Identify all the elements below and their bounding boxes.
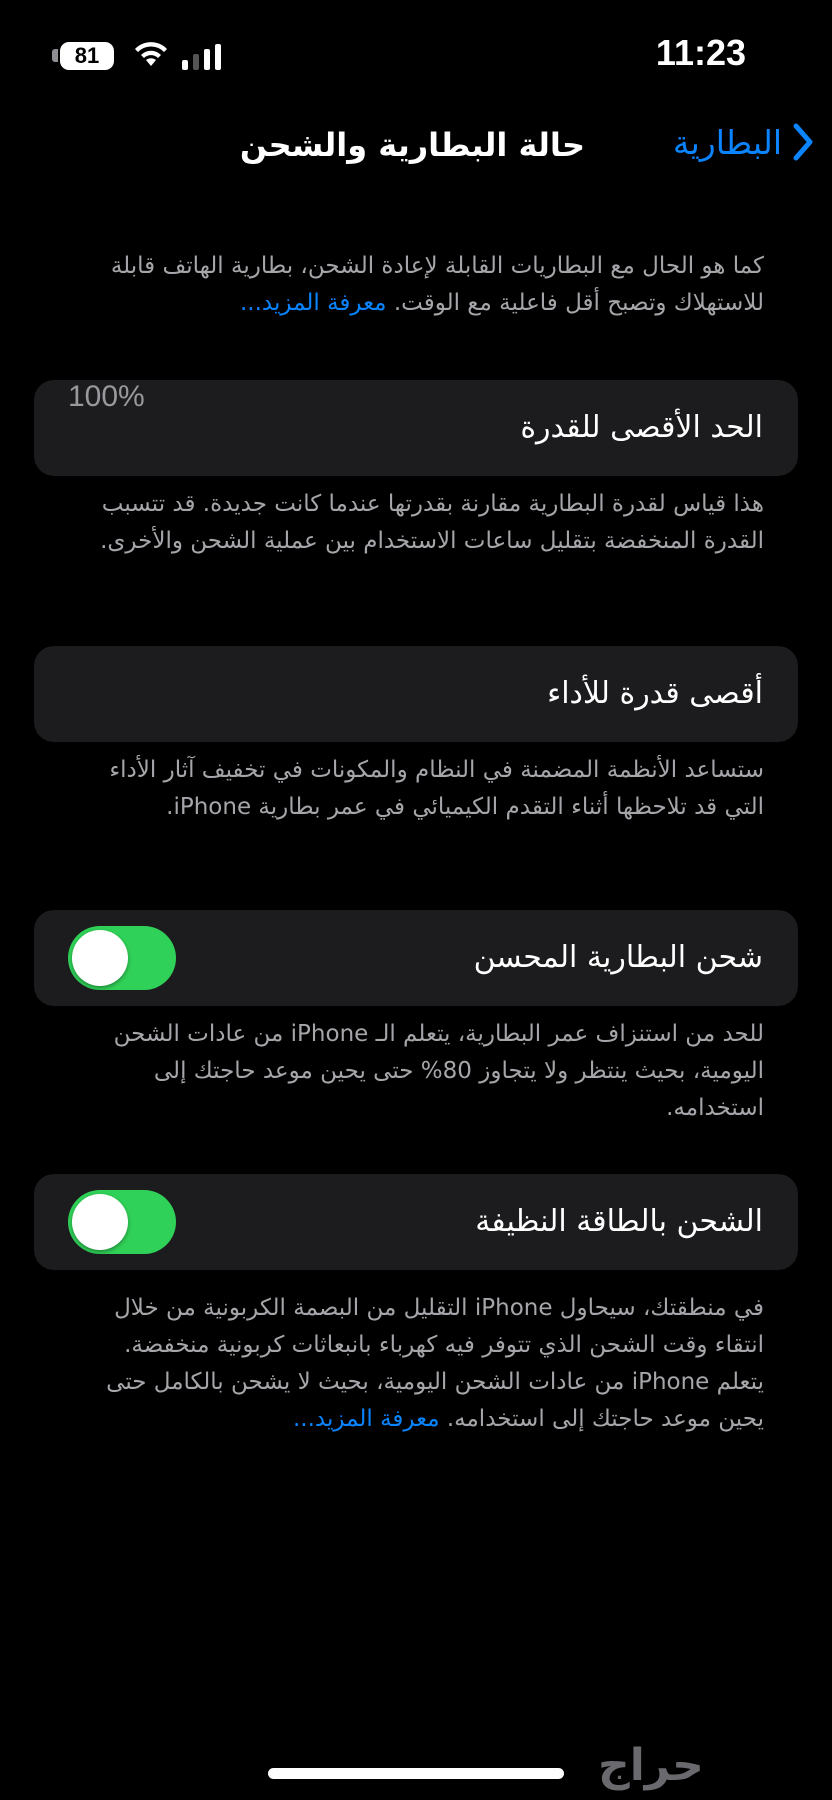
intro-description	[84, 248, 764, 322]
max-capacity-row	[34, 380, 798, 476]
navigation-bar	[0, 110, 832, 190]
status-bar	[0, 0, 832, 110]
toggle-knob	[72, 930, 128, 986]
clean-energy-description	[84, 1290, 764, 1438]
battery-cap	[52, 49, 58, 62]
clean-energy-text: في منطقتك، سيحاول iPhone التقليل من البصمة الكربونية من خلال انتقاء وقت الشحن الذي تتوفر فيه كهرباء بانبعاثات كربونية منخفضة. يتعلم iPhone من عادات الشحن اليومية، بحيث لا يشحن بالكامل حتى يحين موعد حاجتك إلى استخدامه.	[106, 1295, 764, 1432]
clean-energy-label: الشحن بالطاقة النظيفة	[475, 1204, 763, 1239]
clean-energy-row	[34, 1174, 798, 1270]
clean-energy-toggle[interactable]	[68, 1190, 176, 1254]
learn-more-link[interactable]: معرفة المزيد...	[292, 1406, 440, 1432]
battery-icon	[60, 42, 114, 70]
max-capacity-description: هذا قياس لقدرة البطارية مقارنة بقدرتها عندما كانت جديدة. قد تتسبب القدرة المنخفضة بتقليل ساعات الاستخدام بين عملية الشحن والأخرى.	[100, 491, 764, 554]
peak-performance-label: أقصى قدرة للأداء	[547, 676, 763, 711]
chevron-back-icon	[792, 122, 814, 162]
peak-performance-row	[34, 646, 798, 742]
intro-text: كما هو الحال مع البطاريات القابلة لإعادة الشحن، بطارية الهاتف قابلة للاستهلاك وتصبح أقل فاعلية مع الوقت.	[110, 253, 764, 316]
back-button[interactable]	[673, 122, 814, 162]
optimized-charging-label: شحن البطارية المحسن	[473, 940, 763, 975]
peak-performance-description: ستساعد الأنظمة المضمنة في النظام والمكونات في تخفيف آثار الأداء التي قد تلاحظها أثناء التقدم الكيميائي في عمر بطارية iPhone.	[109, 757, 764, 820]
optimized-charging-row	[34, 910, 798, 1006]
max-capacity-value: 100%	[68, 380, 145, 413]
status-time: 11:23	[655, 32, 746, 73]
back-label: البطارية	[672, 122, 782, 162]
max-capacity-label: الحد الأقصى للقدرة	[520, 410, 763, 445]
cellular-signal-icon	[182, 44, 221, 70]
learn-more-link[interactable]: معرفة المزيد...	[239, 290, 387, 316]
home-indicator[interactable]	[268, 1768, 564, 1779]
battery-level: 81	[74, 43, 100, 68]
wifi-icon	[132, 38, 170, 68]
toggle-knob	[72, 1194, 128, 1250]
optimized-charging-toggle[interactable]	[68, 926, 176, 990]
watermark-logo: حراج	[598, 1740, 704, 1791]
page-title: حالة البطارية والشحن	[239, 126, 585, 164]
optimized-charging-description: للحد من استنزاف عمر البطارية، يتعلم الـ iPhone من عادات الشحن اليومية، بحيث ينتظر ولا يتجاوز 80% حتى يحين موعد حاجتك إلى استخدامه.	[113, 1021, 764, 1121]
